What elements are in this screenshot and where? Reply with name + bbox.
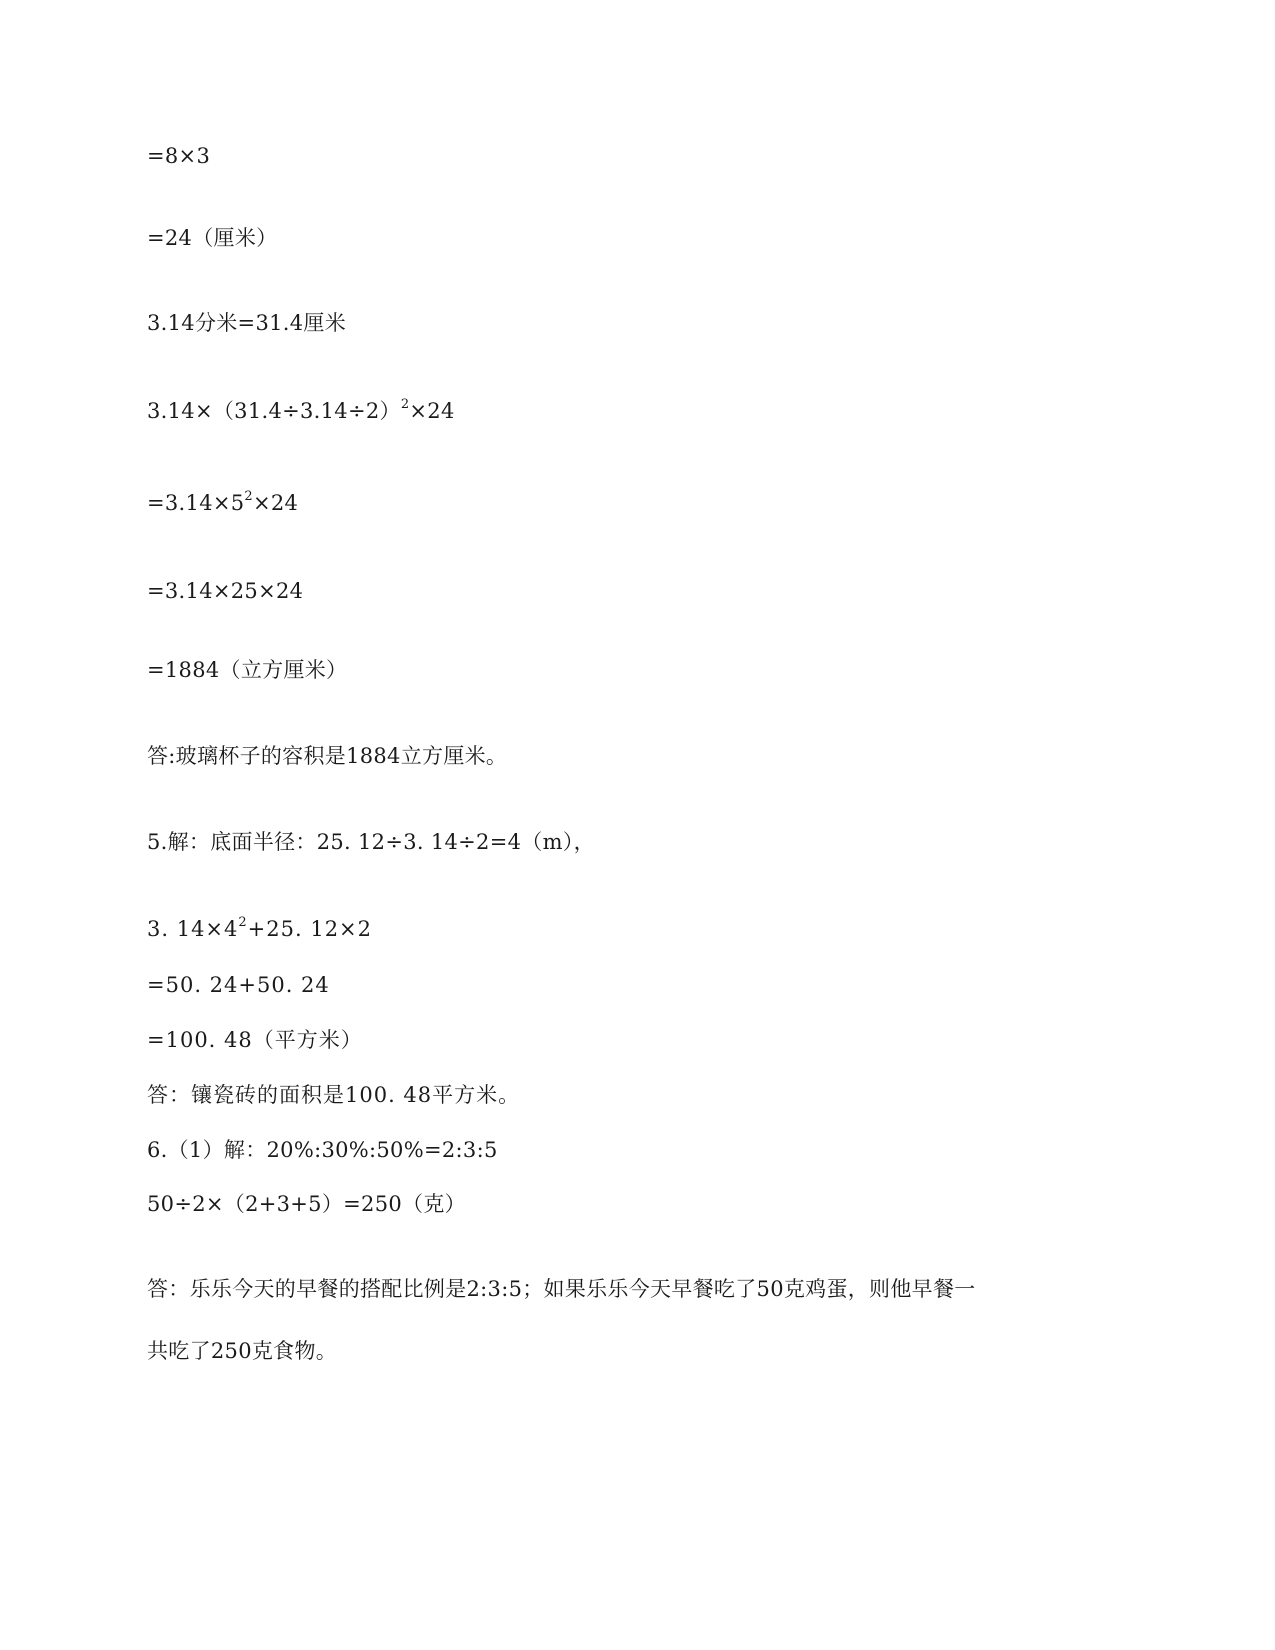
answer-line: 答:玻璃杯子的容积是1884立方厘米。 — [147, 744, 508, 768]
calc-line: =100. 48（平方米） — [147, 1028, 363, 1052]
calc-line: =24（厘米） — [147, 226, 278, 250]
calc-base: 3.14×（31.4÷3.14÷2） — [147, 399, 401, 423]
answer-line: 答：乐乐今天的早餐的搭配比例是2:3:5；如果乐乐今天早餐吃了50克鸡蛋，则他早餐一 — [147, 1277, 976, 1301]
calc-line: 50÷2×（2+3+5）=250（克） — [147, 1192, 466, 1216]
calc-base: =3.14×5 — [147, 491, 245, 515]
calc-line-with-exponent — [147, 916, 372, 942]
calc-tail: ×24 — [409, 399, 455, 423]
exponent: 2 — [238, 915, 248, 930]
calc-line: =50. 24+50. 24 — [147, 973, 330, 997]
calc-line: =3.14×25×24 — [147, 579, 304, 603]
exponent: 2 — [244, 489, 253, 504]
exponent: 2 — [400, 397, 410, 412]
calc-base: 3. 14×4 — [147, 917, 239, 941]
calc-line: =8×3 — [147, 144, 211, 168]
calc-tail: ×24 — [253, 491, 299, 515]
answer-line: 答：镶瓷砖的面积是100. 48平方米。 — [147, 1083, 521, 1107]
calc-line: 3.14分米=31.4厘米 — [147, 311, 347, 335]
calc-line-with-exponent — [147, 398, 455, 424]
problem-line: 5.解：底面半径：25. 12÷3. 14÷2=4（m）， — [147, 830, 595, 854]
calc-line-with-exponent — [147, 490, 298, 516]
calc-tail: +25. 12×2 — [247, 917, 373, 941]
answer-line: 共吃了250克食物。 — [147, 1339, 338, 1363]
problem-line: 6.（1）解：20%:30%:50%=2:3:5 — [147, 1138, 498, 1162]
calc-line: =1884（立方厘米） — [147, 658, 348, 682]
